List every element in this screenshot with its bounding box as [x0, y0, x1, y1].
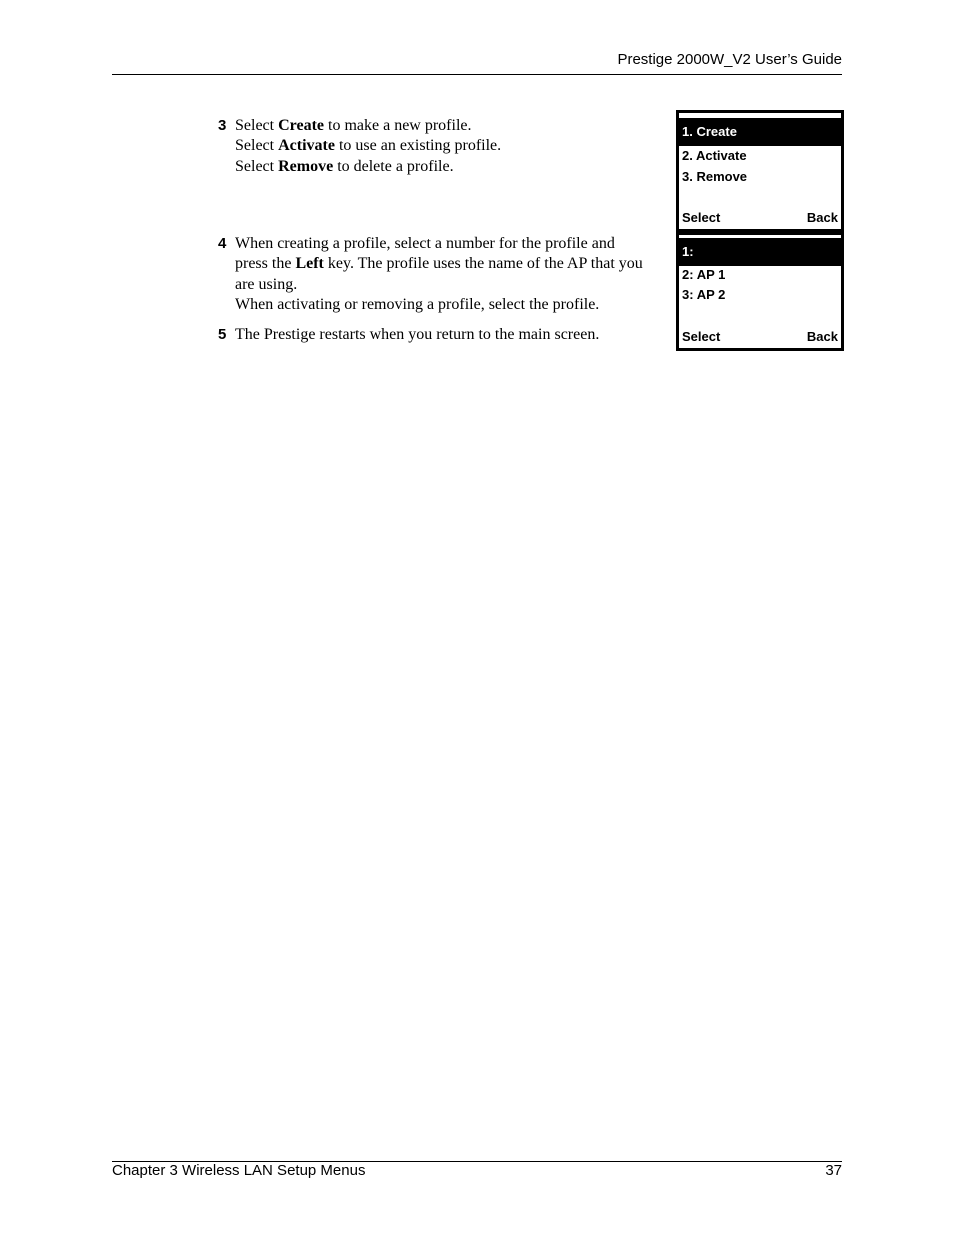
- lcd-display: [679, 235, 841, 348]
- lcd-highlighted-item: [679, 118, 841, 146]
- text-run: When creating a profile, select a number for the profile and: [235, 235, 615, 252]
- bold-term: Create: [278, 117, 324, 134]
- step-text: [235, 234, 675, 316]
- footer-page-number: 37: [825, 1162, 842, 1179]
- header-divider: [112, 74, 842, 75]
- text-run: When activating or removing a profile, select the profile.: [235, 296, 600, 314]
- text-run: to make a new profile.: [324, 117, 472, 134]
- step-number: 4: [218, 235, 227, 252]
- step-text: [235, 325, 675, 345]
- step-line: [235, 136, 675, 156]
- lcd-highlighted-label: 1. Create: [682, 124, 737, 139]
- lcd-highlighted-item: [679, 238, 841, 266]
- step-line: [235, 275, 675, 295]
- text-run: The Prestige restarts when you return to the main screen.: [235, 326, 600, 343]
- text-run: Select: [235, 137, 279, 155]
- lcd-softkey-select: Select: [682, 210, 721, 225]
- step-number: 5: [218, 326, 227, 343]
- lcd-softkey-back: Back: [806, 329, 838, 344]
- lcd-screen-profile-menu: [676, 110, 844, 232]
- running-header-title: Prestige 2000W_V2 User’s Guide: [617, 51, 842, 68]
- lcd-menu-item-ap1: 2: AP 1: [682, 267, 726, 282]
- lcd-menu-item-ap2: 3: AP 2: [682, 287, 726, 302]
- step-line: [235, 157, 675, 177]
- text-run: Select: [235, 117, 279, 134]
- lcd-menu-item-remove: 3. Remove: [682, 169, 748, 184]
- lcd-menu-item-activate: 2. Activate: [682, 148, 747, 163]
- text-run: are using.: [235, 275, 298, 293]
- bold-term: Activate: [278, 137, 335, 155]
- text-run: to use an existing profile.: [334, 137, 502, 155]
- text-run: to delete a profile.: [333, 157, 454, 175]
- step-line: [235, 234, 675, 254]
- text-run: press the: [235, 255, 296, 273]
- bold-term: Remove: [278, 157, 334, 175]
- step-line: [235, 116, 675, 136]
- text-run: key. The profile uses the name of the AP that you: [323, 255, 643, 273]
- step-line: [235, 325, 675, 345]
- lcd-screen-profile-select: [676, 232, 844, 351]
- lcd-softkey-select: Select: [682, 329, 721, 344]
- footer-chapter-title: Chapter 3 Wireless LAN Setup Menus: [112, 1162, 366, 1179]
- bold-term: Left: [295, 255, 324, 273]
- lcd-softkey-back: Back: [806, 210, 838, 225]
- step-text: [235, 116, 675, 177]
- text-run: Select: [235, 157, 279, 175]
- lcd-display: [679, 113, 841, 229]
- step-line: [235, 254, 675, 274]
- step-line: [235, 295, 675, 315]
- step-number: 3: [218, 117, 227, 134]
- lcd-highlighted-label: 1:: [682, 244, 694, 259]
